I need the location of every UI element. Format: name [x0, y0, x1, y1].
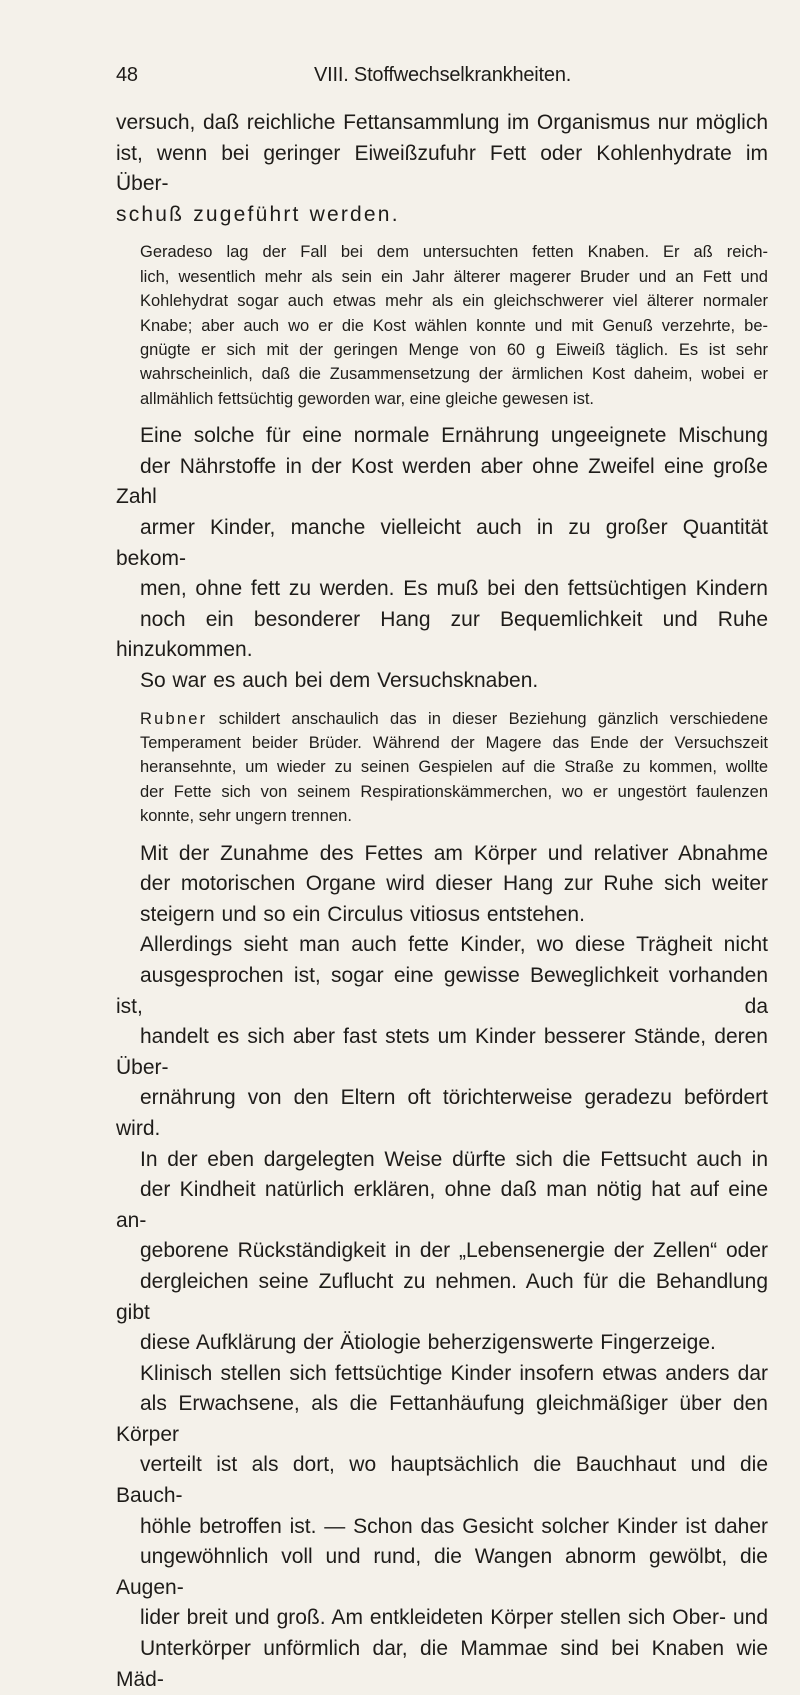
running-head: VIII. Stoffwechselkrankheiten. — [314, 64, 572, 86]
text-line: allmählich fettsüchtig geworden war, eine gleiche gewesen ist. — [140, 389, 595, 408]
page-body — [116, 108, 768, 1695]
page-header — [116, 64, 656, 94]
paragraph-6 — [116, 930, 768, 1144]
text-line: der motorischen Organe wird dieser Hang zur Ruhe sich weiter — [140, 872, 768, 896]
text-line: der Kindheit natürlich erklären, ohne daß man nötig hat auf eine an- — [116, 1178, 768, 1232]
text-line: verteilt ist als dort, wo hauptsächlich die Bauchhaut und die Bauch- — [116, 1453, 768, 1508]
text-line: Temperament beider Brüder. Während der Magere das Ende der Versuchszeit — [140, 733, 768, 752]
text-line: ausgesprochen ist, sogar eine gewisse Beweglichkeit vorhanden ist, da — [116, 963, 768, 1018]
text-line: noch ein besonderer Hang zur Bequemlichkeit und Ruhe hinzukommen. — [116, 607, 768, 662]
paragraph-1 — [116, 108, 768, 230]
text-line: als Erwachsene, als die Fettanhäufung gleichmäßiger über den Körper — [116, 1392, 768, 1446]
text-line: gnügte er sich mit der geringen Menge von 60 g Eiweiß täglich. Es ist sehr — [140, 341, 768, 359]
paragraph-8 — [116, 1359, 768, 1695]
text-line: wahrscheinlich, daß die Zusammensetzung der ärmlichen Kost daheim, wobei er — [140, 365, 768, 384]
text-line: Knabe; aber auch wo er die Kost wählen konnte und mit Genuß verzehrte, be- — [140, 316, 768, 335]
text-line: Klinisch stellen sich fettsüchtige Kinder insofern etwas anders dar — [140, 1361, 768, 1385]
paragraph-7 — [116, 1145, 768, 1359]
text-fragment: schildert anschaulich das in dieser Beziehung gänzlich verschiedene — [207, 709, 768, 728]
text-line: steigern und so ein Circulus vitiosus entstehen. — [140, 902, 585, 926]
paragraph-4 — [116, 707, 768, 829]
page-number: 48 — [116, 64, 138, 86]
paragraph-2 — [116, 240, 768, 411]
text-line: der Fette sich von seinem Respirationskämmerchen, wo er ungestört faulenzen — [140, 782, 768, 801]
text-line: Mit der Zunahme des Fettes am Körper und relativer Abnahme — [140, 841, 768, 865]
text-line: Eine solche für eine normale Ernährung ungeeignete Mischung — [140, 424, 768, 448]
text-line — [116, 707, 768, 731]
text-line: In der eben dargelegten Weise dürfte sich die Fettsucht auch in — [140, 1147, 768, 1171]
text-line: dergleichen seine Zuflucht zu nehmen. Auch für die Behandlung gibt — [116, 1269, 768, 1324]
text-line: geborene Rückständigkeit in der „Lebensenergie der Zellen“ oder — [140, 1239, 768, 1263]
text-line: ist, wenn bei geringer Eiweißzufuhr Fett oder Kohlenhydrate im Über- — [116, 141, 768, 196]
text-line: Unterkörper unförmlich dar, die Mammae sind bei Knaben wie Mäd- — [116, 1637, 768, 1691]
paragraph-3 — [116, 421, 768, 696]
text-line: konnte, sehr ungern trennen. — [140, 807, 352, 826]
text-line: höhle betroffen ist. — Schon das Gesicht solcher Kinder ist daher — [140, 1514, 768, 1538]
text-line: So war es auch bei dem Versuchsknaben. — [140, 668, 539, 692]
author-name: Rubner — [140, 709, 208, 728]
text-line: Geradeso lag der Fall bei dem untersuchten fetten Knaben. Er aß reich- — [140, 243, 768, 262]
text-line: ungewöhnlich voll und rund, die Wangen abnorm gewölbt, die Augen- — [116, 1545, 768, 1599]
paragraph-5 — [116, 839, 768, 931]
text-line: schuß zugeführt werden. — [116, 202, 400, 226]
text-line: der Nährstoffe in der Kost werden aber ohne Zweifel eine große Zahl — [116, 454, 768, 509]
text-line: Kohlehydrat sogar auch etwas mehr als ein gleichschwerer viel älterer normaler — [140, 292, 768, 311]
text-line: Allerdings sieht man auch fette Kinder, wo diese Trägheit nicht — [140, 933, 768, 957]
text-line: men, ohne fett zu werden. Es muß bei den fettsüchtigen Kindern — [140, 577, 768, 601]
text-line: lider breit und groß. Am entkleideten Körper stellen sich Ober- und — [140, 1606, 768, 1630]
text-line: diese Aufklärung der Ätiologie beherzigenswerte Fingerzeige. — [140, 1331, 716, 1355]
text-line: armer Kinder, manche vielleicht auch in zu großer Quantität bekom- — [116, 516, 768, 570]
text-line: lich, wesentlich mehr als sein ein Jahr älterer magerer Bruder und an Fett und — [140, 267, 768, 286]
text-line: ernährung von den Eltern oft törichterweise geradezu befördert wird. — [116, 1086, 768, 1140]
text-line: heransehnte, um wieder zu seinen Gespielen auf die Straße zu kommen, wollte — [140, 758, 768, 777]
text-line: handelt es sich aber fast stets um Kinder besserer Stände, deren Über- — [116, 1025, 768, 1079]
text-line: versuch, daß reichliche Fettansammlung im Organismus nur möglich — [116, 111, 768, 134]
